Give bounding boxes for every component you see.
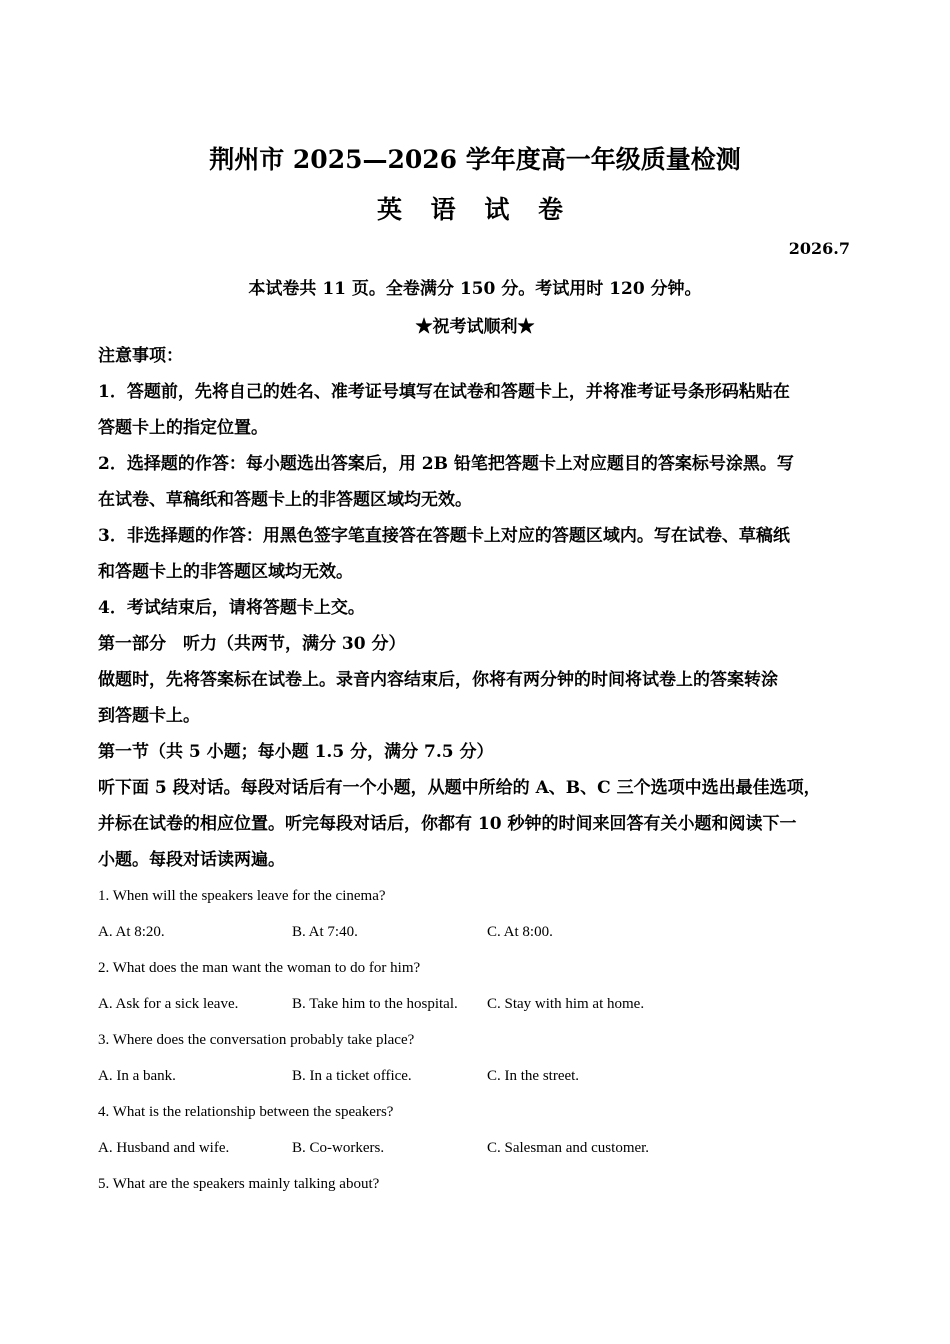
question-2: 2. What does the man want the woman to do for him?: [98, 960, 421, 976]
question-3-option-a: A. In a bank.: [98, 1068, 176, 1084]
part1-instruction: 做题时，先将答案标在试卷上。录音内容结束后，你将有两分钟的时间将试卷上的答案转涂: [98, 670, 778, 690]
question-4-option-b: B. Co-workers.: [292, 1140, 385, 1156]
question-4: 4. What is the relationship between the speakers?: [98, 1104, 394, 1120]
notice-line: 4．考试结束后，请将答题卡上交。: [98, 598, 365, 618]
question-5: 5. What are the speakers mainly talking about?: [98, 1176, 380, 1192]
notice-line: 和答题卡上的非答题区域均无效。: [98, 562, 353, 582]
section1-instruction: 小题。每段对话读两遍。: [98, 850, 285, 870]
section1-instruction: 并标在试卷的相应位置。听完每段对话后，你都有 10 秒钟的时间来回答有关小题和阅读下一: [98, 814, 797, 834]
question-2-option-a: A. Ask for a sick leave.: [98, 996, 239, 1012]
question-2-option-b: B. Take him to the hospital.: [292, 996, 458, 1012]
question-3-option-b: B. In a ticket office.: [292, 1068, 412, 1084]
question-1-option-a: A. At 8:20.: [98, 924, 165, 940]
section1-heading: 第一节（共 5 小题；每小题 1.5 分，满分 7.5 分）: [98, 742, 494, 762]
part1-heading: 第一部分 听力（共两节，满分 30 分）: [98, 634, 406, 654]
question-3-option-c: C. In the street.: [487, 1068, 580, 1084]
notice-line: 答题卡上的指定位置。: [98, 418, 268, 438]
exam-date: 2026.7: [788, 239, 850, 258]
notice-heading: 注意事项：: [98, 346, 183, 366]
question-1-option-c: C. At 8:00.: [487, 924, 553, 940]
part1-instruction: 到答题卡上。: [98, 706, 200, 726]
exam-info: 本试卷共 11 页。全卷满分 150 分。考试用时 120 分钟。: [248, 279, 702, 299]
question-1-option-b: B. At 7:40.: [292, 924, 358, 940]
question-2-option-c: C. Stay with him at home.: [487, 996, 645, 1012]
notice-line: 在试卷、草稿纸和答题卡上的非答题区域均无效。: [98, 490, 472, 510]
question-4-option-a: A. Husband and wife.: [98, 1140, 230, 1156]
notice-line: 1．答题前，先将自己的姓名、准考证号填写在试卷和答题卡上，并将准考证号条形码粘贴在: [98, 382, 790, 402]
question-4-option-c: C. Salesman and customer.: [487, 1140, 650, 1156]
question-3: 3. Where does the conversation probably take place?: [98, 1032, 415, 1048]
exam-wish: ★祝考试顺利★: [415, 317, 535, 337]
notice-line: 3．非选择题的作答：用黑色签字笔直接答在答题卡上对应的答题区域内。写在试卷、草稿纸: [98, 526, 790, 546]
section1-instruction: 听下面 5 段对话。每段对话后有一个小题，从题中所给的 A、B、C 三个选项中选出最佳选项，: [98, 778, 821, 798]
exam-title: 荆州市 2025—2026 学年度高一年级质量检测: [209, 145, 741, 174]
exam-subtitle: 英 语 试 卷: [376, 195, 574, 224]
notice-line: 2．选择题的作答：每小题选出答案后，用 2B 铅笔把答题卡上对应题目的答案标号涂黑。写: [98, 454, 794, 474]
question-1: 1. When will the speakers leave for the cinema?: [98, 888, 386, 904]
